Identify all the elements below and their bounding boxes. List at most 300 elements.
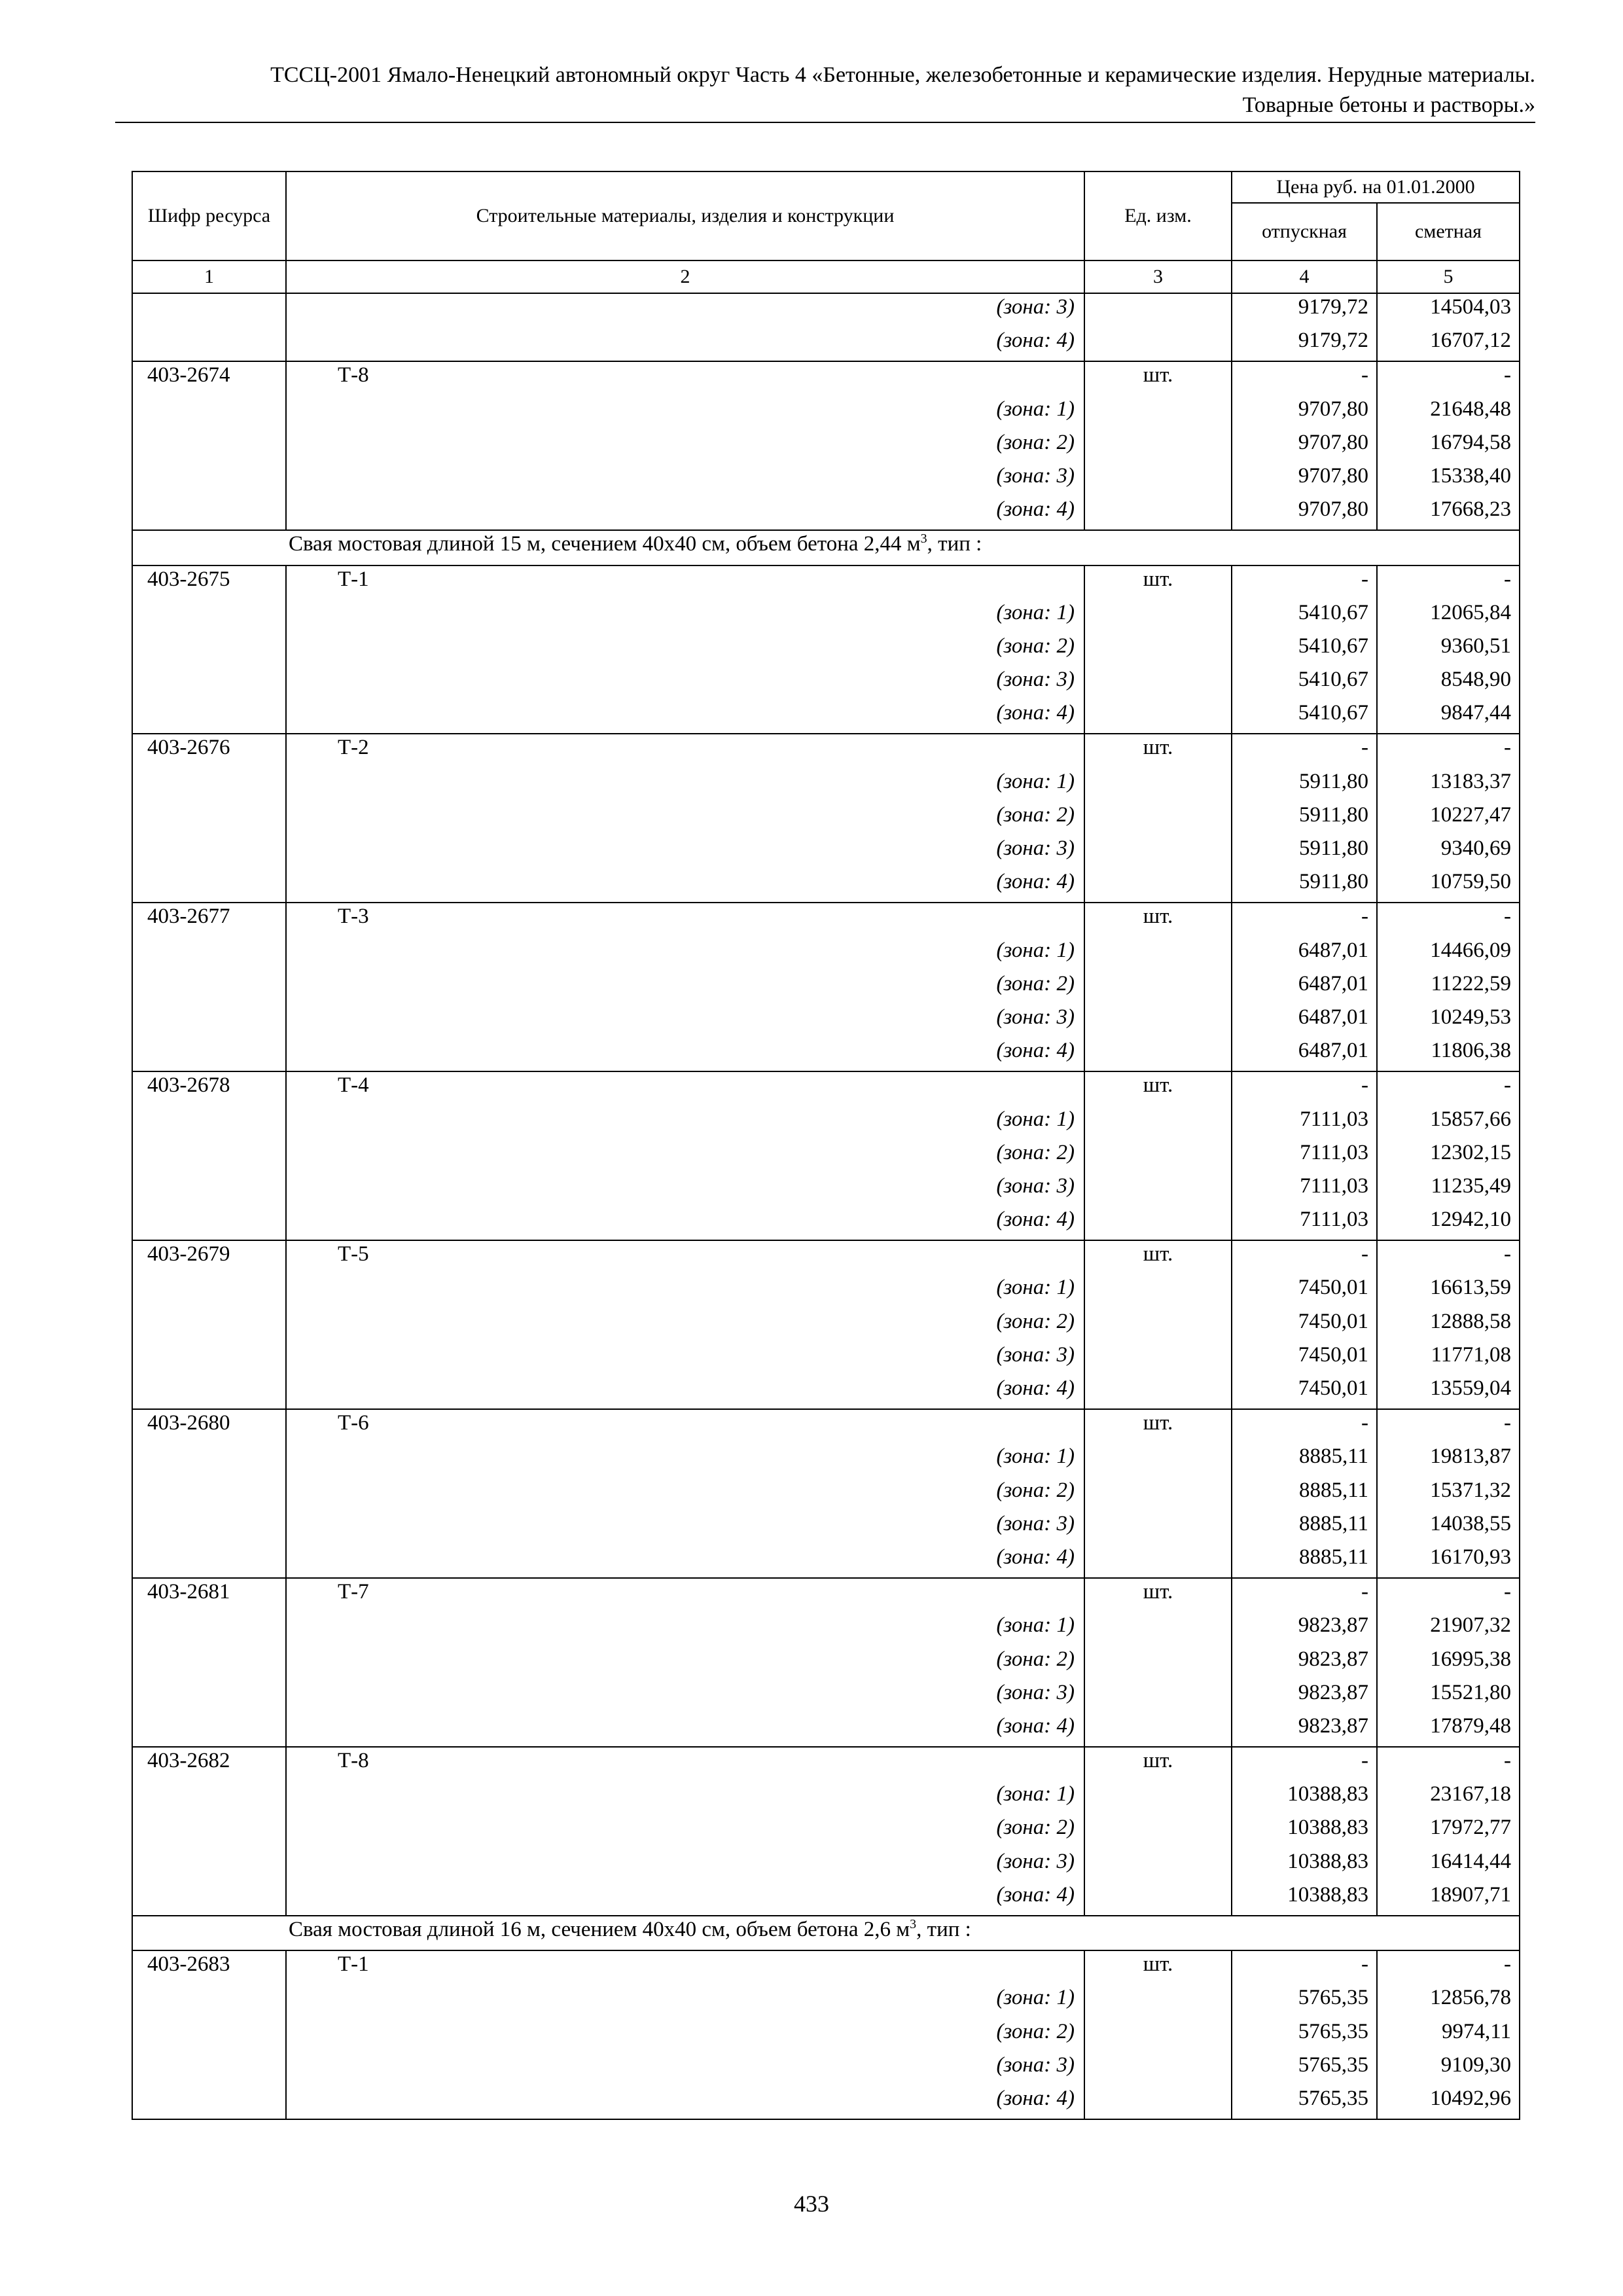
zone-row xyxy=(132,600,1520,633)
zone-row xyxy=(132,496,1520,530)
unit-cell xyxy=(1084,1713,1232,1747)
col-number-4: 4 xyxy=(1232,260,1377,293)
zone-row xyxy=(132,869,1520,903)
item-row xyxy=(132,1747,1520,1781)
estimate-price: - xyxy=(1377,734,1520,768)
release-price: 6487,01 xyxy=(1232,1037,1377,1071)
resource-code-cell xyxy=(132,2085,286,2119)
unit-cell xyxy=(1084,666,1232,700)
zone-label: (зона: 4) xyxy=(286,869,1084,903)
item-name: Т-8 xyxy=(286,1747,1084,1781)
col-number-2: 2 xyxy=(286,260,1084,293)
zone-label: (зона: 2) xyxy=(286,1646,1084,1679)
zone-row xyxy=(132,1679,1520,1713)
release-price: 9823,87 xyxy=(1232,1612,1377,1645)
unit-cell xyxy=(1084,600,1232,633)
unit-of-measure: шт. xyxy=(1084,1240,1232,1274)
zone-row xyxy=(132,429,1520,463)
item-name: Т-5 xyxy=(286,1240,1084,1274)
page-number: 433 xyxy=(794,2191,829,2217)
unit-cell xyxy=(1084,429,1232,463)
estimate-price: 10492,96 xyxy=(1377,2085,1520,2119)
estimate-price: 9360,51 xyxy=(1377,633,1520,666)
zone-label: (зона: 4) xyxy=(286,1375,1084,1409)
unit-of-measure: шт. xyxy=(1084,1071,1232,1105)
unit-cell xyxy=(1084,1443,1232,1477)
resource-code: 403-2683 xyxy=(132,1950,286,1984)
item-name: Т-3 xyxy=(286,903,1084,937)
unit-cell xyxy=(1084,1106,1232,1139)
zone-row xyxy=(132,1173,1520,1206)
resource-code: 403-2674 xyxy=(132,361,286,395)
release-price: 9707,80 xyxy=(1232,463,1377,496)
item-name: Т-8 xyxy=(286,361,1084,395)
unit-of-measure: шт. xyxy=(1084,1409,1232,1443)
estimate-price: - xyxy=(1377,1409,1520,1443)
zone-label: (зона: 1) xyxy=(286,1781,1084,1814)
zone-row xyxy=(132,1037,1520,1071)
release-price: - xyxy=(1232,1240,1377,1274)
unit-cell xyxy=(1084,1612,1232,1645)
estimate-price: 11235,49 xyxy=(1377,1173,1520,1206)
unit-of-measure: шт. xyxy=(1084,1747,1232,1781)
unit-of-measure: шт. xyxy=(1084,361,1232,395)
zone-label: (зона: 1) xyxy=(286,1612,1084,1645)
unit-cell xyxy=(1084,1511,1232,1544)
release-price: 5911,80 xyxy=(1232,869,1377,903)
estimate-price: 21907,32 xyxy=(1377,1612,1520,1645)
unit-cell xyxy=(1084,1984,1232,2018)
zone-label: (зона: 3) xyxy=(286,293,1084,327)
zone-row xyxy=(132,633,1520,666)
zone-label: (зона: 2) xyxy=(286,1477,1084,1511)
zone-label: (зона: 1) xyxy=(286,600,1084,633)
resource-code-cell xyxy=(132,1984,286,2018)
release-price: 5410,67 xyxy=(1232,600,1377,633)
zone-row xyxy=(132,1713,1520,1747)
release-price: 10388,83 xyxy=(1232,1882,1377,1916)
resource-code-cell xyxy=(132,869,286,903)
estimate-price: - xyxy=(1377,1950,1520,1984)
zone-label: (зона: 3) xyxy=(286,666,1084,700)
group-heading-sup: 3 xyxy=(920,531,927,547)
release-price: 5410,67 xyxy=(1232,633,1377,666)
zone-row xyxy=(132,1308,1520,1342)
resource-code-cell xyxy=(132,1882,286,1916)
zone-label: (зона: 3) xyxy=(286,1511,1084,1544)
zone-row xyxy=(132,1984,1520,2018)
resource-code-cell xyxy=(132,1375,286,1409)
estimate-price: 9974,11 xyxy=(1377,2018,1520,2052)
unit-cell xyxy=(1084,835,1232,869)
release-price: - xyxy=(1232,1578,1377,1612)
unit-cell xyxy=(1084,1477,1232,1511)
zone-row xyxy=(132,1612,1520,1645)
group-heading xyxy=(132,1916,1520,1950)
col-header-price-group: Цена руб. на 01.01.2000 xyxy=(1232,171,1520,203)
unit-cell xyxy=(1084,1781,1232,1814)
zone-row xyxy=(132,937,1520,971)
zone-row xyxy=(132,2085,1520,2119)
zone-label: (зона: 4) xyxy=(286,1206,1084,1240)
group-heading-tail: , тип : xyxy=(916,1918,971,1941)
estimate-price: 10227,47 xyxy=(1377,802,1520,835)
resource-code: 403-2681 xyxy=(132,1578,286,1612)
estimate-price: - xyxy=(1377,1747,1520,1781)
resource-code: 403-2675 xyxy=(132,565,286,600)
header-line-2: Товарные бетоны и растворы.» xyxy=(1242,93,1535,117)
unit-cell xyxy=(1084,1173,1232,1206)
resource-code-cell xyxy=(132,1781,286,1814)
item-row xyxy=(132,903,1520,937)
group-heading xyxy=(132,530,1520,565)
release-price: 7450,01 xyxy=(1232,1342,1377,1375)
zone-row xyxy=(132,1375,1520,1409)
col-header-release: отпускная xyxy=(1232,203,1377,260)
resource-code-cell xyxy=(132,1106,286,1139)
item-row xyxy=(132,734,1520,768)
unit-cell xyxy=(1084,971,1232,1004)
release-price: 6487,01 xyxy=(1232,937,1377,971)
col-header-estimate: сметная xyxy=(1377,203,1520,260)
estimate-price: 16995,38 xyxy=(1377,1646,1520,1679)
estimate-price: 11771,08 xyxy=(1377,1342,1520,1375)
estimate-price: 15338,40 xyxy=(1377,463,1520,496)
estimate-price: 18907,71 xyxy=(1377,1882,1520,1916)
group-heading-text: Свая мостовая длиной 15 м, сечением 40х40 см, объем бетона 2,44 м xyxy=(289,532,921,556)
release-price: - xyxy=(1232,1747,1377,1781)
release-price: - xyxy=(1232,1071,1377,1105)
release-price: 8885,11 xyxy=(1232,1511,1377,1544)
unit-cell xyxy=(1084,496,1232,530)
resource-code-cell xyxy=(132,1814,286,1848)
unit-cell xyxy=(1084,2018,1232,2052)
zone-label: (зона: 1) xyxy=(286,768,1084,802)
unit-cell xyxy=(1084,1037,1232,1071)
col-header-code: Шифр ресурса xyxy=(132,171,286,260)
zone-row xyxy=(132,327,1520,361)
zone-row xyxy=(132,1139,1520,1173)
unit-cell xyxy=(1084,1544,1232,1578)
zone-label: (зона: 2) xyxy=(286,1814,1084,1848)
release-price: 5410,67 xyxy=(1232,700,1377,734)
estimate-price: - xyxy=(1377,903,1520,937)
zone-row xyxy=(132,1106,1520,1139)
zone-label: (зона: 1) xyxy=(286,1443,1084,1477)
unit-cell xyxy=(1084,1848,1232,1882)
estimate-price: 12942,10 xyxy=(1377,1206,1520,1240)
unit-cell xyxy=(1084,2085,1232,2119)
estimate-price: 13183,37 xyxy=(1377,768,1520,802)
release-price: 8885,11 xyxy=(1232,1544,1377,1578)
estimate-price: - xyxy=(1377,1071,1520,1105)
unit-cell xyxy=(1084,1882,1232,1916)
zone-row xyxy=(132,1544,1520,1578)
estimate-price: 12065,84 xyxy=(1377,600,1520,633)
unit-cell xyxy=(1084,1274,1232,1308)
release-price: 9823,87 xyxy=(1232,1646,1377,1679)
zone-label: (зона: 3) xyxy=(286,1173,1084,1206)
resource-code: 403-2680 xyxy=(132,1409,286,1443)
zone-label: (зона: 4) xyxy=(286,1882,1084,1916)
release-price: 8885,11 xyxy=(1232,1443,1377,1477)
resource-code-cell xyxy=(132,1679,286,1713)
unit-of-measure: шт. xyxy=(1084,734,1232,768)
zone-label: (зона: 3) xyxy=(286,835,1084,869)
estimate-price: 23167,18 xyxy=(1377,1781,1520,1814)
zone-label: (зона: 2) xyxy=(286,1139,1084,1173)
unit-cell xyxy=(1084,327,1232,361)
release-price: - xyxy=(1232,734,1377,768)
release-price: 6487,01 xyxy=(1232,971,1377,1004)
resource-code-cell xyxy=(132,633,286,666)
estimate-price: 15521,80 xyxy=(1377,1679,1520,1713)
release-price: 9179,72 xyxy=(1232,293,1377,327)
release-price: 7450,01 xyxy=(1232,1375,1377,1409)
release-price: 5765,35 xyxy=(1232,2085,1377,2119)
group-heading-sup: 3 xyxy=(910,1917,917,1931)
release-price: 5765,35 xyxy=(1232,2052,1377,2085)
unit-cell xyxy=(1084,802,1232,835)
release-price: 7111,03 xyxy=(1232,1139,1377,1173)
release-price: 10388,83 xyxy=(1232,1848,1377,1882)
unit-cell xyxy=(1084,1342,1232,1375)
col-header-unit: Ед. изм. xyxy=(1084,171,1232,260)
zone-label: (зона: 4) xyxy=(286,496,1084,530)
zone-row xyxy=(132,1781,1520,1814)
release-price: 8885,11 xyxy=(1232,1477,1377,1511)
release-price: 6487,01 xyxy=(1232,1004,1377,1037)
release-price: 5911,80 xyxy=(1232,768,1377,802)
resource-code: 403-2679 xyxy=(132,1240,286,1274)
estimate-price: 14504,03 xyxy=(1377,293,1520,327)
zone-row xyxy=(132,1848,1520,1882)
resource-code-cell xyxy=(132,971,286,1004)
zone-label: (зона: 3) xyxy=(286,1004,1084,1037)
zone-row xyxy=(132,463,1520,496)
zone-row xyxy=(132,1206,1520,1240)
release-price: - xyxy=(1232,903,1377,937)
zone-label: (зона: 3) xyxy=(286,1679,1084,1713)
estimate-price: 16170,93 xyxy=(1377,1544,1520,1578)
unit-cell xyxy=(1084,1308,1232,1342)
zone-label: (зона: 2) xyxy=(286,429,1084,463)
zone-row xyxy=(132,2018,1520,2052)
estimate-price: 16707,12 xyxy=(1377,327,1520,361)
resource-code-cell xyxy=(132,1004,286,1037)
resource-code-cell xyxy=(132,1544,286,1578)
zone-label: (зона: 2) xyxy=(286,971,1084,1004)
release-price: - xyxy=(1232,1950,1377,1984)
estimate-price: 11222,59 xyxy=(1377,971,1520,1004)
unit-cell xyxy=(1084,1646,1232,1679)
item-row xyxy=(132,1950,1520,1984)
zone-label: (зона: 4) xyxy=(286,700,1084,734)
release-price: 9823,87 xyxy=(1232,1713,1377,1747)
zone-row xyxy=(132,1004,1520,1037)
zone-row xyxy=(132,971,1520,1004)
release-price: 7111,03 xyxy=(1232,1173,1377,1206)
resource-code-cell xyxy=(132,1443,286,1477)
zone-row xyxy=(132,2052,1520,2085)
item-name: Т-4 xyxy=(286,1071,1084,1105)
zone-row xyxy=(132,1274,1520,1308)
zone-label: (зона: 1) xyxy=(286,1106,1084,1139)
zone-label: (зона: 2) xyxy=(286,802,1084,835)
resource-code-cell xyxy=(132,1713,286,1747)
zone-label: (зона: 4) xyxy=(286,1713,1084,1747)
release-price: 7111,03 xyxy=(1232,1106,1377,1139)
estimate-price: 9109,30 xyxy=(1377,2052,1520,2085)
estimate-price: 12856,78 xyxy=(1377,1984,1520,2018)
unit-cell xyxy=(1084,869,1232,903)
zone-row xyxy=(132,768,1520,802)
release-price: 9707,80 xyxy=(1232,496,1377,530)
running-header xyxy=(115,60,1535,120)
header-line-1: ТССЦ-2001 Ямало-Ненецкий автономный округ Часть 4 «Бетонные, железобетонные и керамические изделия. Нерудные материалы. xyxy=(270,63,1535,87)
unit-cell xyxy=(1084,396,1232,429)
release-price: - xyxy=(1232,1409,1377,1443)
release-price: 5765,35 xyxy=(1232,1984,1377,2018)
unit-cell xyxy=(1084,1814,1232,1848)
release-price: 9707,80 xyxy=(1232,429,1377,463)
unit-cell xyxy=(1084,1375,1232,1409)
resource-code: 403-2676 xyxy=(132,734,286,768)
release-price: 5911,80 xyxy=(1232,802,1377,835)
release-price: 9707,80 xyxy=(1232,396,1377,429)
resource-code-cell xyxy=(132,768,286,802)
resource-code-cell xyxy=(132,666,286,700)
col-number-5: 5 xyxy=(1377,260,1520,293)
estimate-price: 11806,38 xyxy=(1377,1037,1520,1071)
estimate-price: 10759,50 xyxy=(1377,869,1520,903)
resource-code-cell xyxy=(132,1139,286,1173)
release-price: 10388,83 xyxy=(1232,1781,1377,1814)
unit-cell xyxy=(1084,293,1232,327)
zone-label: (зона: 2) xyxy=(286,2018,1084,2052)
resource-code-cell xyxy=(132,937,286,971)
resource-code-cell xyxy=(132,463,286,496)
zone-label: (зона: 3) xyxy=(286,1848,1084,1882)
zone-label: (зона: 1) xyxy=(286,396,1084,429)
estimate-price: - xyxy=(1377,1240,1520,1274)
unit-cell xyxy=(1084,1206,1232,1240)
estimate-price: 9340,69 xyxy=(1377,835,1520,869)
unit-cell xyxy=(1084,700,1232,734)
item-name: Т-1 xyxy=(286,1950,1084,1984)
unit-cell xyxy=(1084,1004,1232,1037)
resource-code-cell xyxy=(132,2018,286,2052)
item-row xyxy=(132,1240,1520,1274)
release-price: - xyxy=(1232,565,1377,600)
resource-code-cell xyxy=(132,1308,286,1342)
estimate-price: 16414,44 xyxy=(1377,1848,1520,1882)
item-row xyxy=(132,1071,1520,1105)
unit-cell xyxy=(1084,768,1232,802)
group-heading-tail: , тип : xyxy=(927,532,982,556)
estimate-price: 12888,58 xyxy=(1377,1308,1520,1342)
resource-code-cell xyxy=(132,1511,286,1544)
resource-code-cell xyxy=(132,2052,286,2085)
col-number-3: 3 xyxy=(1084,260,1232,293)
estimate-price: 19813,87 xyxy=(1377,1443,1520,1477)
resource-code-cell xyxy=(132,1173,286,1206)
unit-cell xyxy=(1084,2052,1232,2085)
zone-row xyxy=(132,700,1520,734)
resource-code-cell xyxy=(132,1342,286,1375)
release-price: 9179,72 xyxy=(1232,327,1377,361)
unit-of-measure: шт. xyxy=(1084,1950,1232,1984)
resource-code-cell xyxy=(132,396,286,429)
resource-code-cell xyxy=(132,293,286,327)
unit-cell xyxy=(1084,463,1232,496)
item-name: Т-7 xyxy=(286,1578,1084,1612)
resource-code: 403-2682 xyxy=(132,1747,286,1781)
zone-label: (зона: 1) xyxy=(286,937,1084,971)
zone-label: (зона: 3) xyxy=(286,1342,1084,1375)
estimate-price: - xyxy=(1377,1578,1520,1612)
item-row xyxy=(132,361,1520,395)
zone-label: (зона: 4) xyxy=(286,1544,1084,1578)
resource-code-cell xyxy=(132,1848,286,1882)
unit-cell xyxy=(1084,937,1232,971)
estimate-price: 14038,55 xyxy=(1377,1511,1520,1544)
estimate-price: - xyxy=(1377,361,1520,395)
resource-code-cell xyxy=(132,1206,286,1240)
estimate-price: 17972,77 xyxy=(1377,1814,1520,1848)
zone-row xyxy=(132,1511,1520,1544)
unit-of-measure: шт. xyxy=(1084,1578,1232,1612)
unit-cell xyxy=(1084,633,1232,666)
resource-code-cell xyxy=(132,1037,286,1071)
estimate-price: 15371,32 xyxy=(1377,1477,1520,1511)
zone-label: (зона: 3) xyxy=(286,2052,1084,2085)
release-price: 7450,01 xyxy=(1232,1274,1377,1308)
unit-of-measure: шт. xyxy=(1084,565,1232,600)
release-price: 7111,03 xyxy=(1232,1206,1377,1240)
zone-row xyxy=(132,802,1520,835)
resource-code: 403-2678 xyxy=(132,1071,286,1105)
zone-label: (зона: 4) xyxy=(286,1037,1084,1071)
item-row xyxy=(132,565,1520,600)
item-name: Т-1 xyxy=(286,565,1084,600)
release-price: 9823,87 xyxy=(1232,1679,1377,1713)
resource-code-cell xyxy=(132,1646,286,1679)
item-row xyxy=(132,1578,1520,1612)
unit-of-measure: шт. xyxy=(1084,903,1232,937)
estimate-price: 17668,23 xyxy=(1377,496,1520,530)
price-table xyxy=(132,171,1520,2120)
zone-row xyxy=(132,1443,1520,1477)
zone-row xyxy=(132,666,1520,700)
col-number-1: 1 xyxy=(132,260,286,293)
group-heading-text: Свая мостовая длиной 16 м, сечением 40х40 см, объем бетона 2,6 м xyxy=(289,1918,910,1941)
estimate-price: 16794,58 xyxy=(1377,429,1520,463)
estimate-price: - xyxy=(1377,565,1520,600)
resource-code-cell xyxy=(132,802,286,835)
estimate-price: 12302,15 xyxy=(1377,1139,1520,1173)
item-name: Т-2 xyxy=(286,734,1084,768)
resource-code: 403-2677 xyxy=(132,903,286,937)
release-price: - xyxy=(1232,361,1377,395)
resource-code-cell xyxy=(132,1612,286,1645)
release-price: 5410,67 xyxy=(1232,666,1377,700)
release-price: 10388,83 xyxy=(1232,1814,1377,1848)
unit-cell xyxy=(1084,1139,1232,1173)
zone-row xyxy=(132,1646,1520,1679)
resource-code-cell xyxy=(132,1274,286,1308)
col-header-name: Строительные материалы, изделия и конструкции xyxy=(286,171,1084,260)
